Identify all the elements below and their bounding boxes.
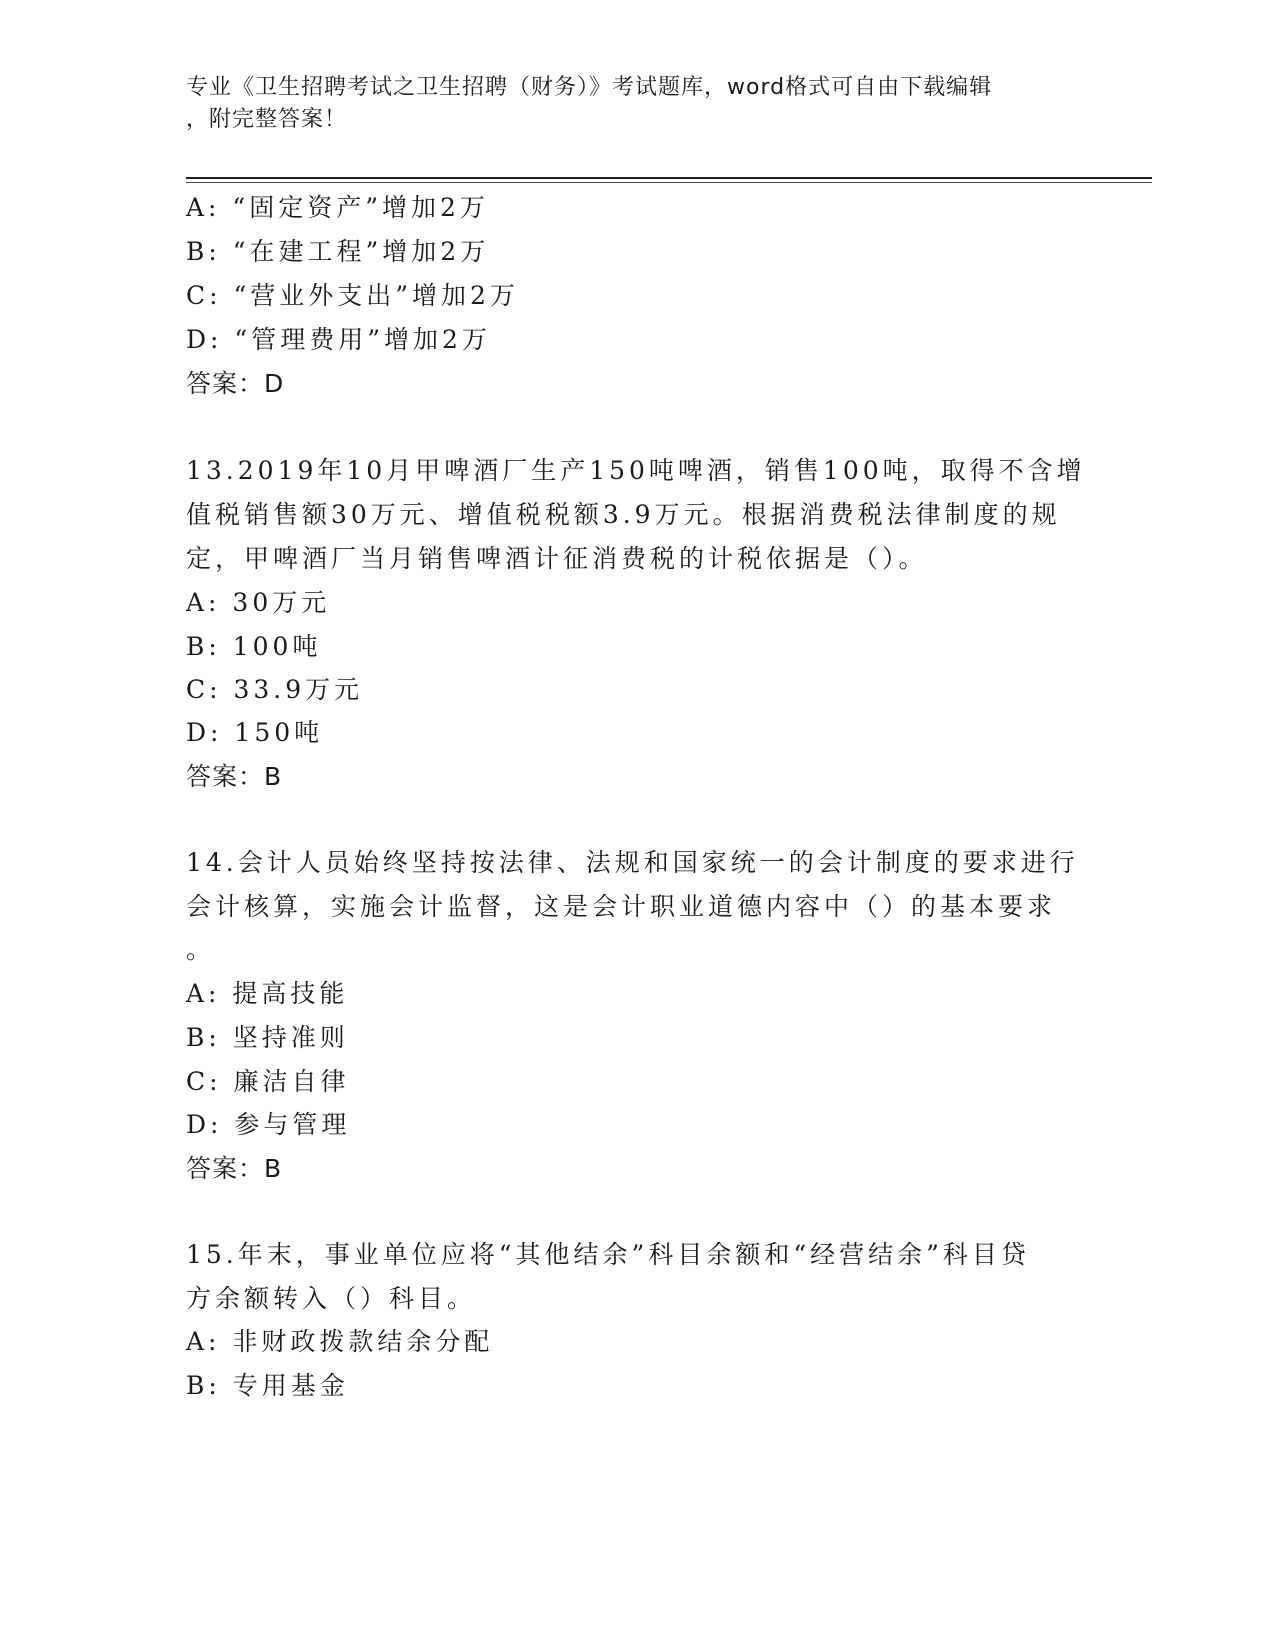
q12-option-d: D: “管理费用”增加2万 (186, 325, 491, 354)
q14-option-a: A: 提高技能 (186, 979, 349, 1008)
q13-stem-line-3: 定，甲啤酒厂当月销售啤酒计征消费税的计税依据是（）。 (186, 544, 928, 573)
q13-stem-line-1: 13.2019年10月甲啤酒厂生产150吨啤酒，销售100吨，取得不含增 (186, 456, 1086, 485)
q14-stem-line-1: 14.会计人员始终坚持按法律、法规和国家统一的会计制度的要求进行 (186, 848, 1079, 877)
q12-option-c: C: “营业外支出”增加2万 (186, 281, 519, 310)
q13-option-b: B: 100吨 (186, 632, 322, 661)
q13-answer: 答案：B (186, 762, 283, 791)
q13-option-a: A: 30万元 (186, 588, 331, 617)
q14-option-d: D: 参与管理 (186, 1110, 351, 1139)
header-line-1: 专业《卫生招聘考试之卫生招聘（财务）》考试题库，word格式可自由下载编辑 (186, 75, 993, 100)
header-line-2: ，附完整答案！ (186, 107, 348, 132)
q12-answer: 答案：D (186, 369, 285, 398)
q15-stem-line-2: 方余额转入（）科目。 (186, 1284, 477, 1313)
q14-answer: 答案：B (186, 1154, 283, 1183)
q14-stem-line-3: 。 (186, 935, 216, 964)
header-divider-thick (186, 177, 1152, 179)
q13-option-d: D: 150吨 (186, 718, 324, 747)
q13-stem-line-2: 值税销售额30万元、增值税税额3.9万元。根据消费税法律制度的规 (186, 500, 1061, 529)
document-header (186, 72, 1066, 136)
q14-option-c: C: 廉洁自律 (186, 1067, 350, 1096)
q15-option-b: B: 专用基金 (186, 1371, 349, 1400)
header-divider-thin (186, 182, 1152, 183)
q12-option-b: B: “在建工程”增加2万 (186, 237, 490, 266)
q13-option-c: C: 33.9万元 (186, 675, 364, 704)
q14-stem-line-2: 会计核算，实施会计监督，这是会计职业道德内容中（）的基本要求 (186, 892, 1057, 921)
q14-option-b: B: 坚持准则 (186, 1023, 349, 1052)
q12-option-a: A: “固定资产”增加2万 (186, 193, 489, 222)
q15-option-a: A: 非财政拨款结余分配 (186, 1327, 494, 1356)
q15-stem-line-1: 15.年末，事业单位应将“其他结余”科目余额和“经营结余”科目贷 (186, 1240, 1030, 1269)
